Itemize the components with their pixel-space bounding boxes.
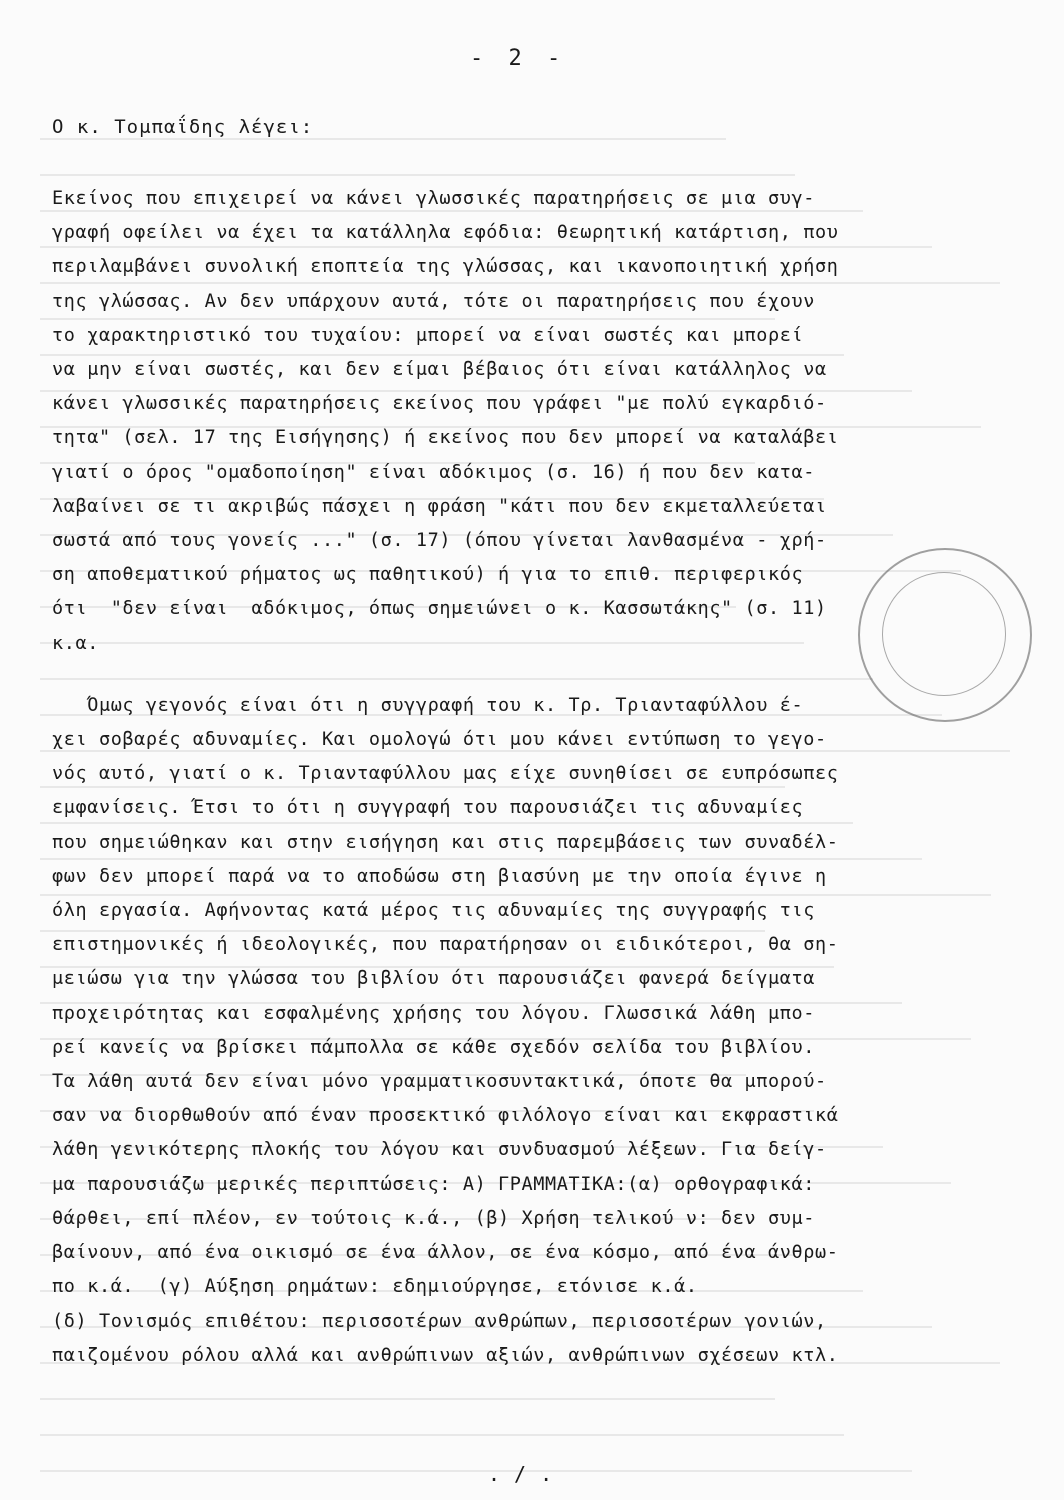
text-line: κ.α. xyxy=(52,632,99,654)
text-line: όλη εργασία. Αφήνοντας κατά μέρος τις αδυναμίες της συγγραφής τις xyxy=(52,900,815,922)
bleed-line xyxy=(40,156,795,176)
text-line: πο κ.ά. (γ) Αύξηση ρημάτων: εδημιούργησε, ετόνισε κ.ά. xyxy=(52,1276,698,1298)
text-line: λαβαίνει σε τι ακριβώς πάσχει η φράση "κάτι που δεν εκμεταλλεύεται xyxy=(52,495,827,517)
text-line: περιλαμβάνει συνολική εποπτεία της γλώσσας, και ικανοποιητική χρήση xyxy=(52,256,839,278)
bleed-line xyxy=(40,1380,775,1400)
text-line: σαν να διορθωθούν από έναν προσεκτικό φιλόλογο είναι και εκφραστικά xyxy=(52,1105,839,1127)
body-text xyxy=(52,182,1020,1373)
text-line: λάθη γενικότερης πλοκής του λόγου και συνδυασμού λέξεων. Για δείγ- xyxy=(52,1139,827,1161)
text-line: γραφή οφείλει να έχει τα κατάλληλα εφόδια: θεωρητική κατάρτιση, που xyxy=(52,222,839,244)
text-line: ση αποθεματικού ρήματος ως παθητικού) ή για το επιθ. περιφερικός xyxy=(52,564,804,586)
text-line: που σημειώθηκαν και στην εισήγηση και στις παρεμβάσεις των συναδέλ- xyxy=(52,831,839,853)
page-number: - 2 - xyxy=(470,46,567,71)
text-line: κάνει γλωσσικές παρατηρήσεις εκείνος που γράφει "με πολύ εγκαρδιό- xyxy=(52,393,827,415)
text-line: το χαρακτηριστικό του τυχαίου: μπορεί να είναι σωστές και μπορεί xyxy=(52,324,804,346)
text-line: χει σοβαρές αδυναμίες. Και ομολογώ ότι μου κάνει εντύπωση το γεγο- xyxy=(52,729,827,751)
text-line: ότι "δεν είναι αδόκιμος, όπως σημειώνει ο κ. Κασσωτάκης" (σ. 11) xyxy=(52,598,827,620)
text-line: γιατί ο όρος "ομαδοποίηση" είναι αδόκιμος (σ. 16) ή που δεν κατα- xyxy=(52,461,815,483)
text-line: να μην είναι σωστές, και δεν είμαι βέβαιος ότι είναι κατάλληλος να xyxy=(52,359,827,381)
text-line: μα παρουσιάζω μερικές περιπτώσεις: Α) ΓΡΑΜΜΑΤΙΚΑ:(α) ορθογραφικά: xyxy=(52,1173,815,1195)
text-line: τητα" (σελ. 17 της Εισήγησης) ή εκείνος που δεν μπορεί να καταλάβει xyxy=(52,427,839,449)
text-line: σωστά από τους γονείς ..." (σ. 17) (όπου γίνεται λανθασμένα - χρή- xyxy=(52,530,827,552)
text-line: φων δεν μπορεί παρά να το αποδώσω στη βιασύνη με την οποία έγινε η xyxy=(52,865,827,887)
text-line: θάρθει, επί πλέον, εν τούτοις κ.ά., (β) Χρήση τελικού ν: δεν συμ- xyxy=(52,1207,815,1229)
stamp-inner-ring xyxy=(882,572,1006,696)
bleed-line xyxy=(40,1452,912,1472)
speaker-intro: Ο κ. Τομπαΐδης λέγει: xyxy=(52,116,314,138)
text-line: (δ) Τονισμός επιθέτου: περισσοτέρων ανθρώπων, περισσοτέρων γονιών, xyxy=(52,1310,827,1332)
text-line: νός αυτό, γιατί ο κ. Τριανταφύλλου μας είχε συνηθίσει σε ευπρόσωπες xyxy=(52,763,839,785)
continuation-mark: ./. xyxy=(488,1462,567,1486)
text-line: εμφανίσεις. Έτσι το ότι η συγγραφή του παρουσιάζει τις αδυναμίες xyxy=(52,797,804,819)
text-line: μειώσω για την γλώσσα του βιβλίου ότι παρουσιάζει φανερά δείγματα xyxy=(52,968,815,990)
text-line: παιζομένου ρόλου αλλά και ανθρώπινων αξιών, ανθρώπινων σχέσεων κτλ. xyxy=(52,1344,839,1366)
text-line: προχειρότητας και εσφαλμένης χρήσης του λόγου. Γλωσσικά λάθη μπο- xyxy=(52,1002,815,1024)
official-stamp xyxy=(858,548,1032,722)
text-line: βαίνουν, από ένα οικισμό σε ένα άλλον, σε ένα κόσμο, από ένα άνθρω- xyxy=(52,1242,839,1264)
text-line: Τα λάθη αυτά δεν είναι μόνο γραμματικοσυντακτικά, όποτε θα μπορού- xyxy=(52,1071,827,1093)
text-line: επιστημονικές ή ιδεολογικές, που παρατήρησαν οι ειδικότεροι, θα ση- xyxy=(52,934,839,956)
text-line: της γλώσσας. Αν δεν υπάρχουν αυτά, τότε οι παρατηρήσεις που έχουν xyxy=(52,290,815,312)
text-line: ρεί κανείς να βρίσκει πάμπολλα σε κάθε σχεδόν σελίδα του βιβλίου. xyxy=(52,1036,815,1058)
bleed-line xyxy=(40,1416,844,1436)
text-line: Όμως γεγονός είναι ότι η συγγραφή του κ. Τρ. Τριανταφύλλου έ- xyxy=(52,694,804,716)
text-line: Εκείνος που επιχειρεί να κάνει γλωσσικές παρατηρήσεις σε μια συγ- xyxy=(52,188,815,209)
paragraph-2 xyxy=(52,689,1020,1373)
